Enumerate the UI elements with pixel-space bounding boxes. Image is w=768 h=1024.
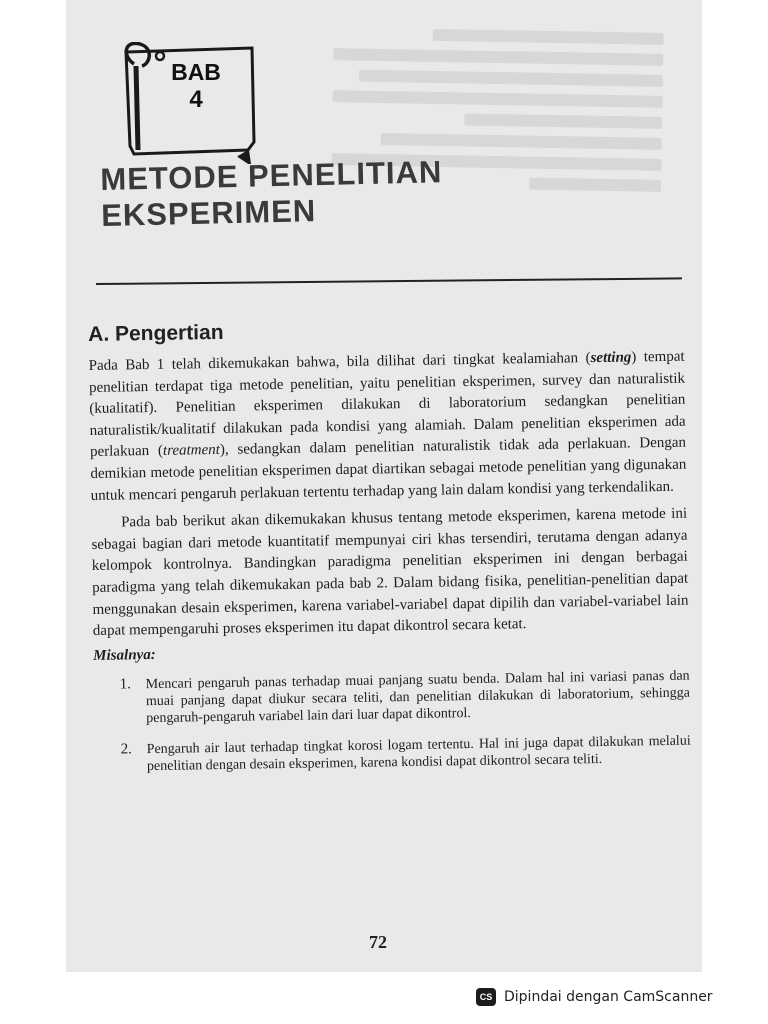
paragraph-1-part-a: Pada Bab 1 telah dikemukakan bahwa, bila dilihat dari tingkat kealamiahan ( xyxy=(88,350,591,374)
examples-list xyxy=(94,667,691,775)
scanned-page xyxy=(66,0,702,972)
title-divider xyxy=(96,277,682,285)
paragraph-1-part-c: ), sedangkan dalam penelitian naturalistik tidak ada perlakuan. Dengan demikian metode penelitian eksperimen dapat diartikan sebagai metode penelitian yang digunakan untuk mencari pengaruh perlakuan tertentu terhadap yang lain dalam kondisi yang terkendalikan. xyxy=(90,434,687,504)
scanner-watermark xyxy=(476,982,713,1012)
list-item xyxy=(95,732,691,775)
section-heading: A. Pengertian xyxy=(88,320,224,346)
list-item-number: 1. xyxy=(119,676,132,693)
list-item-text: Pengaruh air laut terhadap tingkat korosi logam tertentu. Hal ini juga dapat dilakukan melalui penelitian dengan desain eksperimen, karena kondisi dapat dikontrol secara teliti. xyxy=(146,733,691,774)
list-item xyxy=(94,667,691,727)
chapter-title xyxy=(100,151,582,234)
chapter-label: BAB xyxy=(171,59,221,85)
term-treatment: treatment xyxy=(162,442,221,460)
camscanner-logo-icon: CS xyxy=(476,988,496,1006)
chapter-title-line1: METODE PENELITIAN xyxy=(100,154,443,197)
chapter-badge xyxy=(120,42,258,164)
chapter-number: 4 xyxy=(189,86,203,113)
page-number: 72 xyxy=(369,932,387,952)
paragraph-1 xyxy=(89,347,687,507)
list-item-text: Mencari pengaruh panas terhadap muai panjang suatu benda. Dalam hal ini variasi panas dan muai panjang dapat diukur secara teliti, dan penelitian dilakukan di laboratorium, sehingga pengaruh-pengaruh variabel lain dari luar dapat dikontrol. xyxy=(145,668,691,726)
paragraph-1-part-b: ) tempat penelitian terdapat tiga metode penelitian, yaitu penelitian eksperimen, survey dan naturalistik (kualitatif). Penelitian eksperimen dilakukan di laboratorium sedangkan penelitian naturalistik/kualitatif dilakukan pada kondisi yang alamiah. Dalam penelitian eksperimen ada perlakuan ( xyxy=(88,348,686,461)
examples-label: Misalnya: xyxy=(93,646,156,664)
scanner-text: Dipindai dengan CamScanner xyxy=(504,989,713,1005)
page-content xyxy=(88,313,691,776)
term-setting: setting xyxy=(590,349,632,367)
chapter-title-line2: EKSPERIMEN xyxy=(100,193,317,233)
paragraph-2: Pada bab berikut akan dikemukakan khusus tentang metode eksperimen, karena metode ini sebagai bagian dari metode kuantitatif mempunyai ciri khas tersendiri, terutama dengan adanya kelompok kontrolnya. Bandingkan paradigma penelitian eksperimen ini dengan berbagai paradigma yang telah dikemukakan pada bab 2. Dalam bidang fisika, penelitian-penelitian dapat menggunakan desain eksperimen, karena variabel-variabel dapat dipilih dan variabel-variabel lain dapat mempengaruhi proses eksperimen itu dapat dikontrol secara ketat. xyxy=(91,505,689,640)
list-item-number: 2. xyxy=(120,741,133,758)
